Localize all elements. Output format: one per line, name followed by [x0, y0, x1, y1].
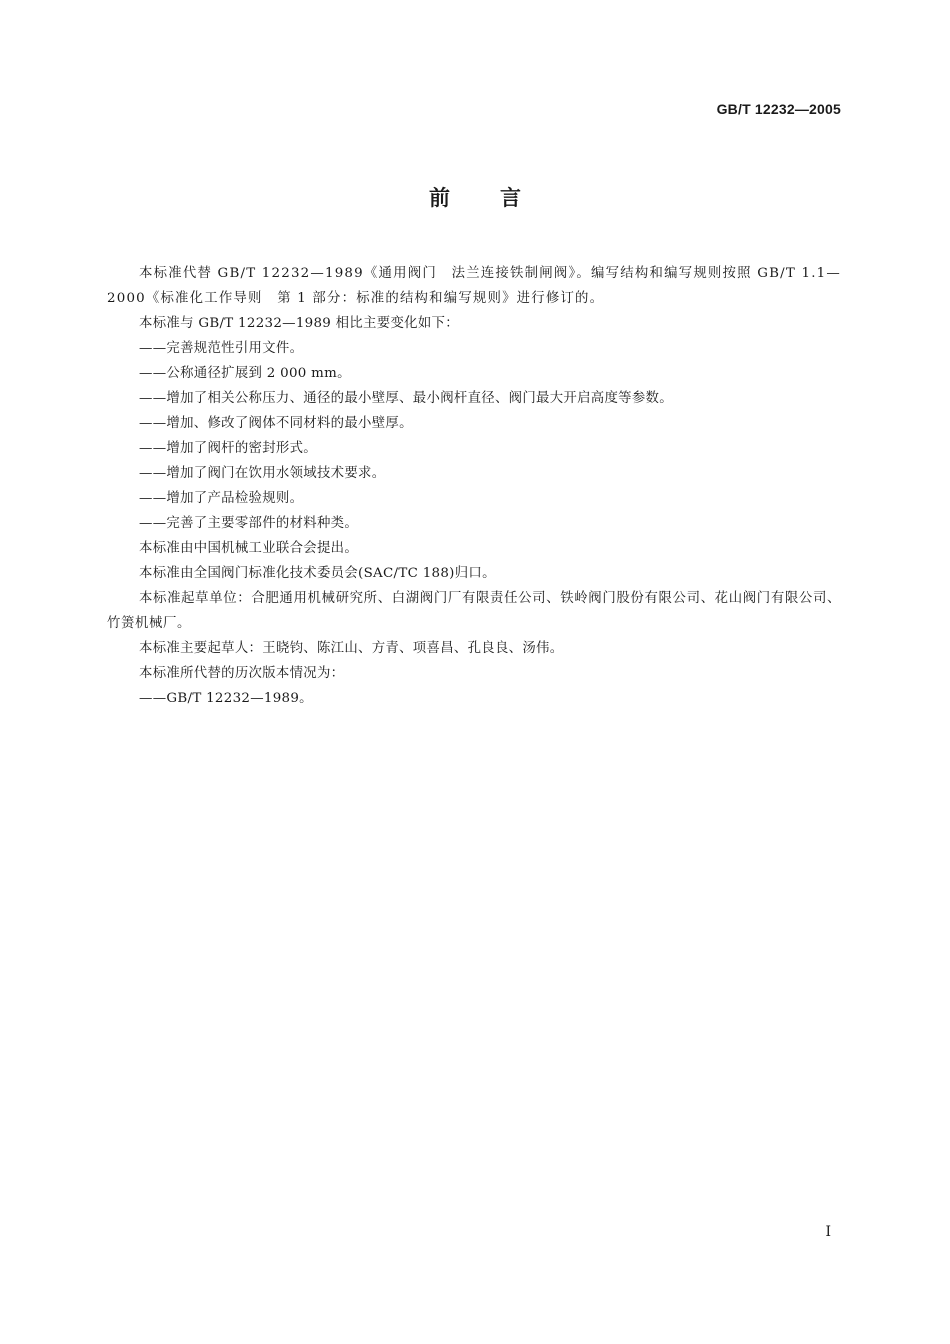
page-number: I [825, 1224, 831, 1240]
list-item: ——增加了相关公称压力、通径的最小壁厚、最小阀杆直径、阀门最大开启高度等参数。 [139, 391, 673, 406]
paragraph-committee: 本标准由全国阀门标准化技术委员会(SAC/TC 188)归口。 [139, 566, 496, 581]
page-title: 前言 [429, 186, 571, 210]
list-item: ——增加了阀杆的密封形式。 [139, 441, 317, 456]
paragraph-changes-intro: 本标准与 GB/T 12232—1989 相比主要变化如下： [139, 316, 459, 331]
list-item: ——增加了阀门在饮用水领域技术要求。 [139, 466, 386, 481]
paragraph-drafting-units: 本标准起草单位：合肥通用机械研究所、白湖阀门厂有限责任公司、铁岭阀门股份有限公司、花山阀门有限公司、竹箦机械厂。 [107, 591, 841, 631]
list-item: ——完善规范性引用文件。 [139, 341, 304, 356]
paragraph-previous-editions: 本标准所代替的历次版本情况为： [139, 666, 345, 681]
list-item: ——增加、修改了阀体不同材料的最小壁厚。 [139, 416, 413, 431]
list-item: ——GB/T 12232—1989。 [139, 691, 313, 706]
paragraph-replaces: 本标准代替 GB/T 12232—1989《通用阀门 法兰连接铁制闸阀》。编写结构和编写规则按照 GB/T 1.1—2000《标准化工作导则 第 1 部分：标准的结构和编写规则》进行修订的。 [107, 266, 841, 306]
paragraph-drafters: 本标准主要起草人：王晓钧、陈江山、方青、项喜昌、孔良良、汤伟。 [139, 641, 564, 656]
list-item: ——公称通径扩展到 2 000 mm。 [139, 366, 351, 381]
paragraph-proposer: 本标准由中国机械工业联合会提出。 [139, 541, 359, 556]
list-item: ——增加了产品检验规则。 [139, 491, 304, 506]
list-item: ——完善了主要零部件的材料种类。 [139, 516, 359, 531]
document-code: GB/T 12232—2005 [716, 101, 841, 117]
foreword-body [107, 261, 841, 711]
